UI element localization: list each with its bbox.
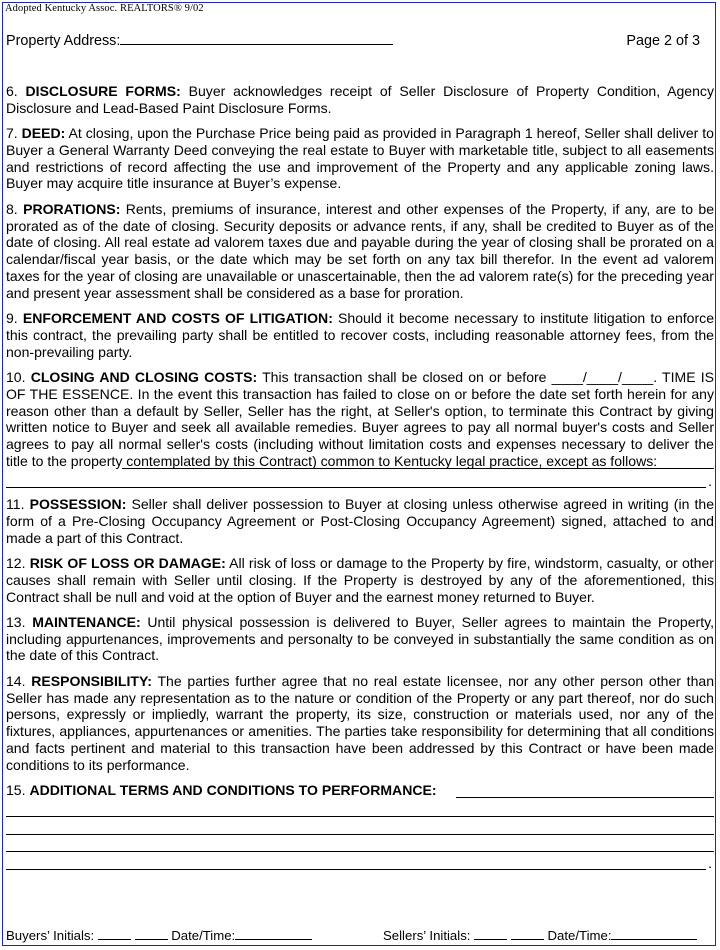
property-address-field[interactable] [120,44,393,45]
section-text: Rents, premiums of insurance, interest and other expenses of the Property, if any, are to be prorated as of the date of closing. Security deposits or advance rents, if any, shall be credited to Buyer as of the date of closing. All real estate ad valorem taxes due and payable during the year of closing shall be prorated on a calendar/fiscal year basis, or the date which may be set forth on any tax bill therefor. In the event ad valorem taxes for the year of closing are unavailable or unascertainable, then the ad valorem rate(s) for the preceding year and present year assessment shall be considered as a base for proration. [6,200,715,301]
section-title: RESPONSIBILITY: [31,672,152,689]
section-text: Should it become necessary to institute litigation to enforce this contract, the prevailing party shall be entitled to recover costs, including reasonable attorney fees, from the non-prevailing party. [6,310,715,360]
section-number: 10. [6,368,26,385]
section-text: All risk of loss or damage to the Property by fire, windstorm, casualty, or other causes shall remain with Seller until closing. If the Property is destroyed by any of the aforementioned, this Contract shall be null and void at the option of Buyer and the earnest money returned to Buyer. [6,554,714,605]
section-enforcement [6,310,714,360]
section-title: ADDITIONAL TERMS AND CONDITIONS TO PERFORMANCE: [29,781,437,798]
page-number: Page 2 of 3 [626,33,700,49]
section-responsibility [6,673,714,774]
section-title: PRORATIONS: [23,200,121,217]
additional-terms-field-2[interactable] [6,799,714,817]
section-title: MAINTENANCE: [32,613,141,630]
buyers-initials [6,928,312,943]
additional-terms-field-1[interactable] [456,782,714,798]
buyers-initials-label: Buyers’ Initials: [6,928,95,943]
section-number: 14. [6,672,26,689]
form-adoption-note: Adopted Kentucky Assoc. REALTORS® 9/02 [5,3,204,14]
section-title: POSSESSION: [29,496,127,513]
section-number: 11. [6,496,25,513]
closing-costs-exceptions-field-1[interactable] [122,453,714,469]
additional-terms-field-4[interactable] [6,835,714,853]
seller-datetime-field[interactable] [611,939,697,940]
section-number: 13. [6,613,26,630]
section-number: 6. [6,83,18,99]
seller-2-initials-field[interactable] [511,939,544,940]
section-deed [6,125,714,192]
property-address [6,33,393,49]
property-address-label: Property Address: [6,33,121,49]
section-disclosure-forms [6,83,714,117]
section-additional-terms [6,782,714,870]
buyer-datetime-field[interactable] [235,939,312,940]
buyer-2-initials-field[interactable] [135,939,168,940]
section-text: The parties further agree that no real estate licensee, nor any other person other than Seller has made any representation as to the nature or condition of the Property or any part thereof, nor do such persons, expressly or impliedly, warrant the property, its size, construction or materials used, nor any of the fixtures, appliances, appurtenances or amenities. The parties take responsibility for determining that all conditions and facts pertinent and material to this transaction have been addressed by this Contract or have been made conditions to its performance. [6,672,715,773]
section-number: 12. [6,554,26,571]
section-title: DISCLOSURE FORMS: [25,83,181,99]
section-maintenance [6,614,714,664]
section-risk-of-loss [6,555,714,605]
section-prorations [6,201,714,302]
section-possession [6,496,714,546]
buyer-datetime-label: Date/Time: [171,928,236,943]
seller-1-initials-field[interactable] [474,939,507,940]
section-text: Until physical possession is delivered to Buyer, Seller agrees to maintain the Property, including appurtenances, improvements and personalty to be conveyed in substantially the same condition as on the date of this Contract. [6,613,715,664]
section-number: 7. [6,125,18,142]
additional-terms-field-3[interactable] [6,817,714,835]
contract-body [6,83,714,870]
section-text: Buyer acknowledges receipt of Seller Disclosure of Property Condition, Agency Disclosure and Lead-Based Paint Disclosure Forms. [6,83,714,116]
additional-terms-field-5[interactable]: . [6,852,714,870]
sellers-initials [383,928,697,943]
seller-datetime-label: Date/Time: [547,928,612,943]
buyer-1-initials-field[interactable] [98,939,131,940]
section-title: RISK OF LOSS OR DAMAGE: [29,554,226,571]
closing-costs-exceptions-field-2[interactable]: . [6,470,714,488]
section-number: 15. [6,781,26,798]
section-title: DEED: [21,125,66,142]
section-title: CLOSING AND CLOSING COSTS: [30,368,258,385]
section-number: 8. [6,200,18,217]
section-closing-costs [6,369,714,488]
section-text: At closing, upon the Purchase Price being paid as provided in Paragraph 1 hereof, Seller shall deliver to Buyer a General Warranty Deed conveying the real estate to Buyer with marketable title, subject to all easements and restrictions of record affecting the use and improvement of the Property and any applicable zoning laws. Buyer may acquire title insurance at Buyer’s expense. [6,125,714,192]
section-number: 9. [6,310,18,327]
section-text: Seller shall deliver possession to Buyer at closing unless otherwise agreed in writing (in the form of a Pre-Closing Occupancy Agreement or Post-Closing Occupancy Agreement) signed, attached to and made a part of this Contract. [6,496,715,546]
sellers-initials-label: Sellers’ Initials: [383,928,471,943]
section-title: ENFORCEMENT AND COSTS OF LITIGATION: [22,310,333,327]
section-text: This transaction shall be closed on or before ____/____/____. TIME IS OF THE ESSENCE. In the event this transaction has failed to close on or before the date set forth herein for any reason other than a default by Seller, Seller has the right, at Seller's option, to terminate this Contract by giving written notice to Buyer and seek all available remedies. Buyer agrees to pay all normal buyer's costs and Seller agrees to pay all normal seller's costs (including without limitation costs and expenses necessary to deliver the title to the property contemplated by this Contract) common to Kentucky legal practice, except as follows: [6,368,714,469]
